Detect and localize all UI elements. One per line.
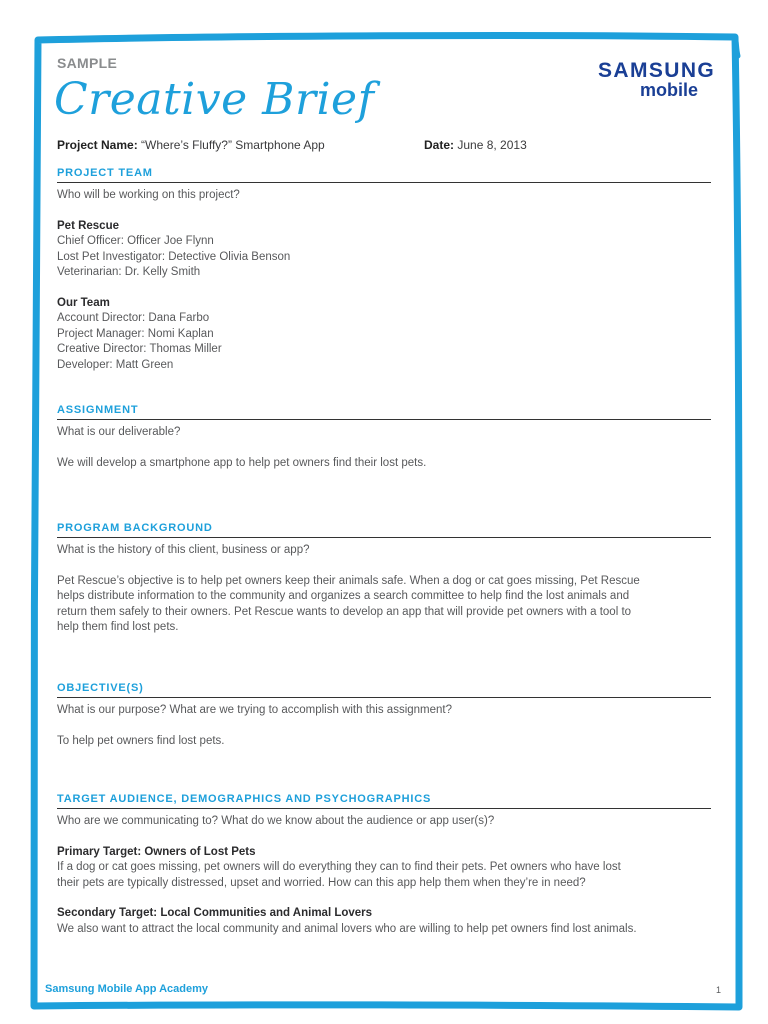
page-number: 1: [716, 985, 722, 995]
sample-label: SAMPLE: [57, 55, 118, 71]
section-heading: PROGRAM BACKGROUND: [57, 522, 711, 538]
paragraph-line: helps distribute information to the community and organizes a search committee to help find the lost animals and: [57, 590, 630, 602]
document-title: Creative Brief: [54, 74, 375, 125]
subsection-title: Our Team: [57, 296, 110, 309]
section-answer: To help pet owners find lost pets.: [57, 734, 225, 747]
section-question: What is our deliverable?: [57, 426, 181, 438]
paragraph-line: return them safely to their owners. Pet Rescue wants to develop an app that will provide pet owners with a tool to: [57, 605, 632, 618]
project-name-label: Project Name:: [57, 138, 138, 152]
project-name-value: “Where’s Fluffy?” Smartphone App: [141, 138, 325, 152]
paragraph-line: help them find lost pets.: [57, 621, 179, 633]
section-assignment: [57, 404, 711, 471]
section-program-background: [57, 522, 711, 636]
team-member: Developer: Matt Green: [57, 358, 174, 371]
samsung-logo: SAMSUNG: [598, 59, 716, 82]
project-name-line: [57, 138, 325, 152]
section-heading: TARGET AUDIENCE, DEMOGRAPHICS AND PSYCHOGRAPHICS: [57, 793, 711, 809]
subsection-title: Pet Rescue: [57, 219, 120, 232]
section-question: Who will be working on this project?: [57, 189, 240, 201]
section-project-team: [57, 167, 711, 373]
date-value: June 8, 2013: [457, 138, 527, 152]
team-member: Lost Pet Investigator: Detective Olivia Benson: [57, 250, 291, 263]
paragraph-line: If a dog or cat goes missing, pet owners will do everything they can to find their pets. Pet owners who have lost: [57, 861, 621, 873]
team-member: Creative Director: Thomas Miller: [57, 343, 222, 355]
mobile-logo-text: mobile: [640, 80, 699, 100]
section-question: What is our purpose? What are we trying to accomplish with this assignment?: [57, 704, 453, 716]
team-member: Project Manager: Nomi Kaplan: [57, 327, 214, 340]
date-line: [424, 138, 527, 152]
section-question: What is the history of this client, business or app?: [57, 544, 310, 556]
paragraph-line: their pets are typically distressed, upset and worried. How can this app help them when they’re in need?: [57, 876, 586, 889]
footer-academy: Samsung Mobile App Academy: [45, 983, 208, 995]
paragraph-line: We also want to attract the local community and animal lovers who are willing to help pet owners find lost animals.: [57, 922, 637, 935]
subsection-title: Primary Target: Owners of Lost Pets: [57, 845, 256, 858]
paragraph-line: Pet Rescue’s objective is to help pet owners keep their animals safe. When a dog or cat goes missing, Pet Rescue: [57, 574, 640, 587]
team-member: Account Director: Dana Farbo: [57, 312, 210, 324]
section-objectives: [57, 682, 711, 749]
section-question: Who are we communicating to? What do we know about the audience or app user(s)?: [57, 815, 495, 827]
team-member: Veterinarian: Dr. Kelly Smith: [57, 266, 201, 278]
section-heading: PROJECT TEAM: [57, 167, 711, 183]
team-member: Chief Officer: Officer Joe Flynn: [57, 235, 214, 247]
section-target-audience: [57, 793, 711, 937]
section-heading: ASSIGNMENT: [57, 404, 711, 420]
section-heading: OBJECTIVE(S): [57, 682, 711, 698]
subsection-title: Secondary Target: Local Communities and Animal Lovers: [57, 907, 373, 919]
date-label: Date:: [424, 138, 455, 152]
section-answer: We will develop a smartphone app to help pet owners find their lost pets.: [57, 456, 427, 469]
